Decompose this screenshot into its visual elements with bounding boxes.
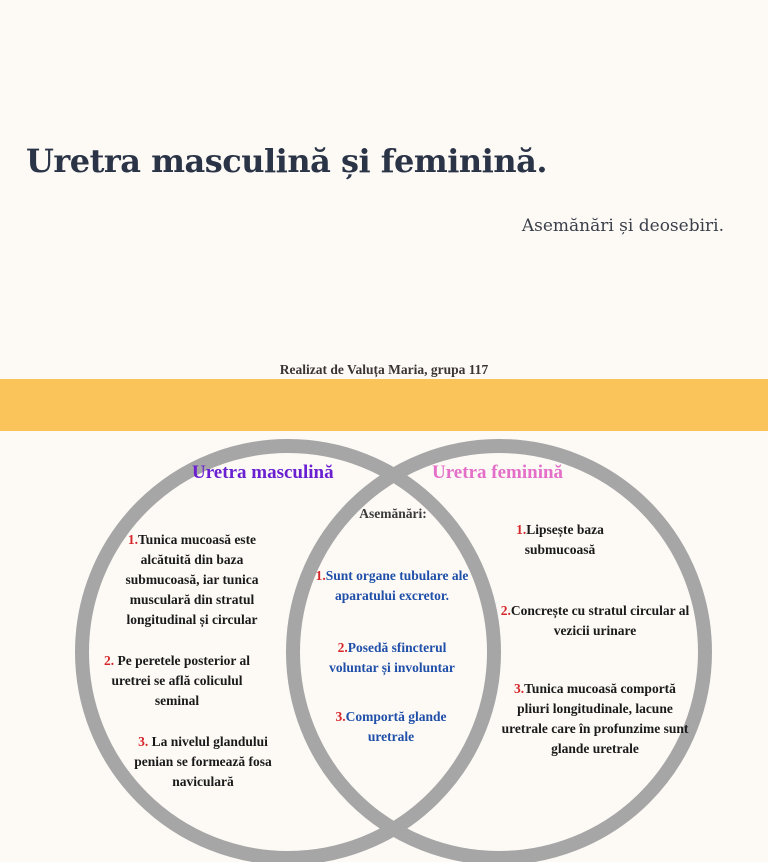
author-credit: Realizat de Valuța Maria, grupa 117 xyxy=(279,362,489,377)
item-number: 3. xyxy=(514,681,525,696)
item-number: 1. xyxy=(315,568,326,583)
item-number: 1. xyxy=(516,522,527,537)
middle-item-3 xyxy=(316,707,466,747)
item-text: Comportă glande uretrale xyxy=(345,709,447,744)
item-text: Lipsește baza submucoasă xyxy=(524,522,604,557)
item-number: 2. xyxy=(500,603,511,618)
item-text: Tunica mucoasă este alcătuită din baza submucoasă, iar tunica musculară din stratul longitudinal și circular xyxy=(125,532,259,627)
page-title: Uretra masculină și feminină. xyxy=(26,142,547,180)
left-heading: Uretra masculină xyxy=(192,462,334,483)
item-text: Pe peretele posterior al uretrei se află coliculul seminal xyxy=(111,653,251,708)
left-item-3 xyxy=(122,732,284,792)
item-text: Concrește cu stratul circular al vezicii urinare xyxy=(510,603,690,638)
middle-item-1 xyxy=(312,566,472,606)
item-text: La nivelul glandului penian se formează fosa naviculară xyxy=(134,734,272,789)
right-item-1 xyxy=(500,520,620,560)
right-heading: Uretra feminină xyxy=(432,462,564,483)
item-text: Sunt organe tubulare ale aparatului excretor. xyxy=(325,568,469,603)
item-text: Tunica mucoasă comportă pliuri longitudinale, lacune uretrale care în profunzime sunt glande uretrale xyxy=(501,681,689,756)
right-item-3 xyxy=(498,679,692,759)
right-item-2 xyxy=(500,601,690,641)
item-number: 3. xyxy=(335,709,346,724)
item-number: 1. xyxy=(127,532,139,547)
item-text: Posedă sfincterul voluntar și involuntar xyxy=(329,640,455,675)
item-number: 2. xyxy=(103,653,115,668)
middle-heading: Asemănări: xyxy=(359,506,427,521)
left-item-2 xyxy=(92,651,262,711)
item-number: 3. xyxy=(138,734,149,749)
item-number: 2. xyxy=(337,640,348,655)
middle-item-2 xyxy=(312,638,472,678)
left-item-1 xyxy=(108,530,276,630)
page-subtitle: Asemănări și deosebiri. xyxy=(521,216,724,236)
